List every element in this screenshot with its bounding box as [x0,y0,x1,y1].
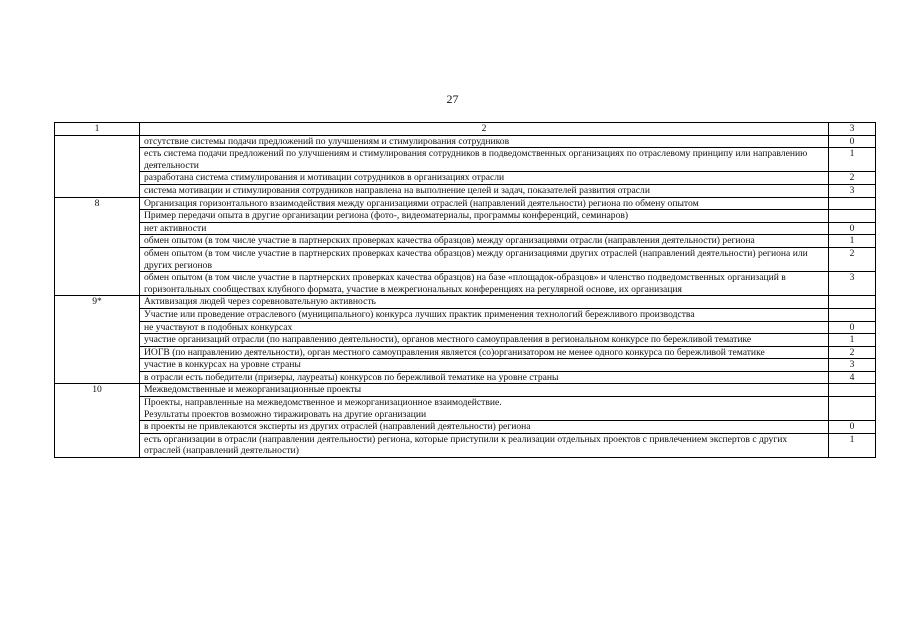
criterion-text: Организация горизонтального взаимодействия между организациями отраслей (направлений деятельности) региона по обмену опытом [140,197,829,210]
criterion-score: 3 [829,359,876,372]
criterion-number [55,135,140,197]
header-col-2: 2 [140,123,829,136]
table-row [55,184,876,197]
criterion-number: 8 [55,197,140,296]
table-header-row [55,123,876,136]
criterion-score [829,397,876,421]
criterion-text: нет активности [140,222,829,235]
criterion-text: участие организаций отрасли (по направлению деятельности), органов местного самоуправления в региональном конкурсе по бережливой тематике [140,334,829,347]
criterion-text: не участвуют в подобных конкурсах [140,321,829,334]
table-row [55,296,876,309]
table-row [55,272,876,296]
criterion-text: участие в конкурсах на уровне страны [140,359,829,372]
criterion-score: 2 [829,172,876,185]
table-row [55,359,876,372]
criterion-score: 0 [829,421,876,434]
criterion-text: обмен опытом (в том числе участие в партнерских проверках качества образцов) между организациями других отраслей (направлений деятельности) региона или других регионов [140,247,829,271]
criteria-table-body [55,123,876,458]
criterion-text: есть организации в отрасли (направлении деятельности) региона, которые приступили к реализации отдельных проектов с привлечением экспертов с других отраслей (направлений деятельности) [140,433,829,457]
table-row [55,197,876,210]
table-row [55,210,876,223]
criterion-text: Участие или проведение отраслевого (муниципального) конкурса лучших практик применения технологий бережливого производства [140,308,829,321]
table-row [55,384,876,397]
criterion-text: система мотивации и стимулирования сотрудников направлена на выполнение целей и задач, показателей развития отрасли [140,184,829,197]
criterion-score: 1 [829,148,876,172]
table-row [55,148,876,172]
criterion-score: 2 [829,346,876,359]
table-row [55,135,876,148]
criterion-text: ИОГВ (по направлению деятельности), орган местного самоуправления является (со)организатором не менее одного конкурса по бережливой тематике [140,346,829,359]
table-row [55,308,876,321]
header-col-1: 1 [55,123,140,136]
criteria-table [54,122,876,458]
table-row [55,346,876,359]
criterion-score [829,384,876,397]
criterion-text: есть система подачи предложений по улучшениям и стимулирования сотрудников в подведомственных организациях по отраслевому принципу или направлению деятельности [140,148,829,172]
criterion-score: 1 [829,334,876,347]
table-row [55,371,876,384]
criterion-score: 1 [829,235,876,248]
table-row [55,172,876,185]
criterion-score: 2 [829,247,876,271]
criterion-score: 0 [829,321,876,334]
criterion-score: 1 [829,433,876,457]
criterion-score [829,296,876,309]
criterion-text: разработана система стимулирования и мотивации сотрудников в организациях отрасли [140,172,829,185]
table-row [55,222,876,235]
criterion-number: 10 [55,384,140,458]
criterion-score [829,197,876,210]
table-row [55,397,876,421]
criterion-text: Межведомственные и межорганизационные проекты [140,384,829,397]
table-row [55,334,876,347]
criterion-text: в проекты не привлекаются эксперты из других отраслей (направлений деятельности) региона [140,421,829,434]
criterion-text: Пример передачи опыта в другие организации региона (фото-, видеоматериалы, программы конференций, семинаров) [140,210,829,223]
criterion-text: отсутствие системы подачи предложений по улучшениям и стимулирования сотрудников [140,135,829,148]
page-number: 27 [446,92,459,106]
table-row [55,247,876,271]
table-row [55,321,876,334]
criterion-score: 4 [829,371,876,384]
criterion-score: 0 [829,135,876,148]
criterion-text: обмен опытом (в том числе участие в партнерских проверках качества образцов) между организациями отрасли (направления деятельности) региона [140,235,829,248]
criterion-text: в отрасли есть победители (призеры, лауреаты) конкурсов по бережливой тематике на уровне страны [140,371,829,384]
table-row [55,433,876,457]
criterion-text: обмен опытом (в том числе участие в партнерских проверках качества образцов) на базе «площадок-образцов» и членство подведомственных организаций в горизонтальных сообществах клубного формата, участие в межрегиональных конференциях на регулярной основе, их организация [140,272,829,296]
criterion-score [829,308,876,321]
criterion-number: 9* [55,296,140,384]
table-row [55,235,876,248]
criterion-text: Проекты, направленные на межведомственное и межорганизационное взаимодействие. Результаты проектов возможно тиражировать на другие организации [140,397,829,421]
criterion-score: 0 [829,222,876,235]
criterion-score: 3 [829,272,876,296]
table-row [55,421,876,434]
criterion-text: Активизация людей через соревновательную активность [140,296,829,309]
header-col-3: 3 [829,123,876,136]
criterion-score [829,210,876,223]
criterion-score: 3 [829,184,876,197]
